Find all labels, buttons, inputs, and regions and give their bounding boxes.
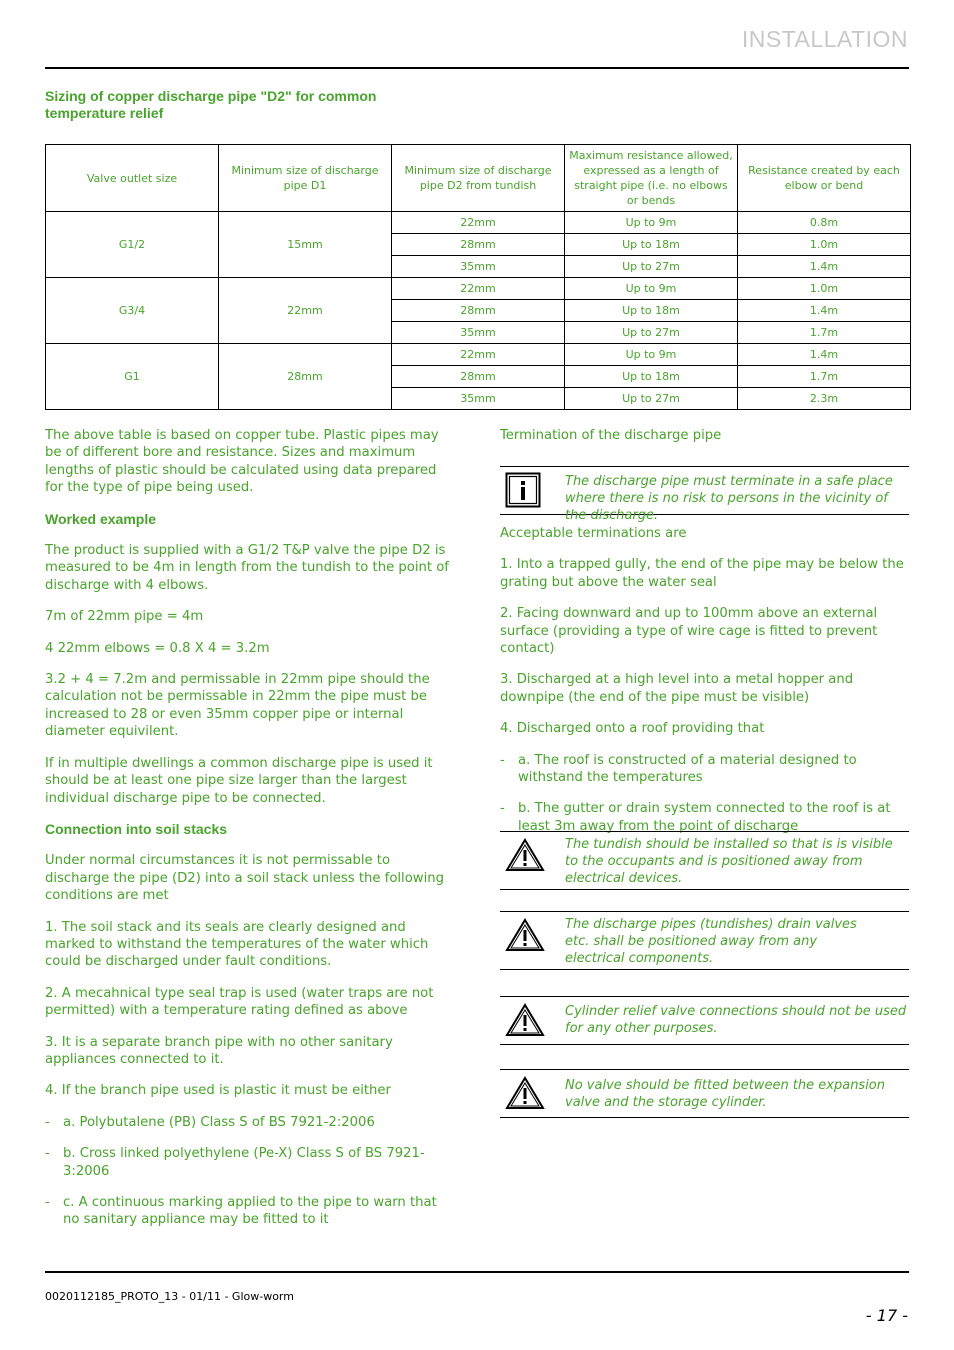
condition-item: 3. It is a separate branch pipe with no other sanitary appliances connected to it.	[45, 1034, 393, 1067]
dash-bullet: -	[45, 1146, 50, 1162]
info-notice-text: The discharge pipe must terminate in a safe place where there is no risk to persons in the vicinity of the discharge.	[565, 474, 893, 523]
table-row	[46, 212, 911, 234]
max-resistance-cell: Up to 18m	[565, 234, 738, 256]
warning-notice-text: The tundish should be installed so that is is visible to the occupants and is positioned away from electrical devices.	[565, 837, 893, 886]
table-header-cell: Minimum size of discharge pipe D2 from tundish	[392, 145, 565, 212]
soil-stacks-intro: Under normal circumstances it is not permissable to discharge the pipe (D2) into a soil stack unless the following conditions are met	[45, 853, 444, 904]
warning-notice	[500, 911, 909, 970]
table-row	[46, 278, 911, 300]
warning-notice	[500, 831, 909, 890]
valve-size-cell: G1	[46, 344, 219, 410]
d2-size-cell: 28mm	[392, 300, 565, 322]
discharge-pipe-table	[45, 144, 911, 410]
d2-size-cell: 35mm	[392, 322, 565, 344]
elbow-resistance-cell: 1.7m	[738, 366, 911, 388]
condition-item: 2. A mecahnical type seal trap is used (water traps are not permitted) with a temperature rating defined as above	[45, 985, 434, 1019]
table-row	[46, 344, 911, 366]
max-resistance-cell: Up to 18m	[565, 300, 738, 322]
info-notice	[500, 466, 909, 523]
condition-subitem-text: b. Cross linked polyethylene (Pe-X) Class S of BS 7921-3:2006	[63, 1146, 425, 1179]
termination-heading-wrap	[500, 427, 909, 444]
termination-subitem	[500, 752, 909, 787]
condition-item: 4. If the branch pipe used is plastic it must be either	[45, 1083, 391, 1099]
warning-icon	[505, 918, 545, 956]
dash-bullet: -	[45, 1114, 50, 1130]
document-code: 0020112185_PROTO_13 - 01/11 - Glow-worm	[45, 1290, 294, 1303]
termination-heading: Termination of the discharge pipe	[500, 428, 722, 443]
d2-size-cell: 35mm	[392, 388, 565, 410]
condition-subitem	[45, 1194, 455, 1229]
calculation-paragraph: 3.2 + 4 = 7.2m and permissable in 22mm pipe should the calculation not be permissable in 22mm the pipe must be increased to 28 or even 35mm copper pipe or internal diameter equivilent.	[45, 672, 430, 740]
warning-notice-text: Cylinder relief valve connections should not be used for any other purposes.	[565, 1004, 907, 1036]
terminations-intro: Acceptable terminations are	[500, 526, 687, 541]
dash-bullet: -	[45, 1195, 50, 1210]
d1-size-cell: 22mm	[219, 278, 392, 344]
elbow-resistance-cell: 1.4m	[738, 256, 911, 278]
max-resistance-cell: Up to 9m	[565, 278, 738, 300]
d2-size-cell: 28mm	[392, 366, 565, 388]
elbow-resistance-cell: 1.0m	[738, 234, 911, 256]
d1-size-cell: 15mm	[219, 212, 392, 278]
valve-size-cell: G1/2	[46, 212, 219, 278]
worked-example-heading: Worked example	[45, 510, 157, 527]
d2-size-cell: 28mm	[392, 234, 565, 256]
table-header-cell: Minimum size of discharge pipe D1	[219, 145, 392, 212]
dash-bullet: -	[500, 801, 505, 817]
condition-subitem	[45, 1145, 455, 1180]
valve-size-cell: G3/4	[46, 278, 219, 344]
elbow-resistance-cell: 1.4m	[738, 300, 911, 322]
termination-item: 1. Into a trapped gully, the end of the pipe may be below the grating but above the water seal	[500, 557, 904, 590]
condition-item: 1. The soil stack and its seals are clearly designed and marked to withstand the temperatures of the water which could be discharged under fault conditions.	[45, 919, 429, 970]
d2-size-cell: 35mm	[392, 256, 565, 278]
elbow-resistance-cell: 1.0m	[738, 278, 911, 300]
elbow-resistance-cell: 2.3m	[738, 388, 911, 410]
table-header-cell: Maximum resistance allowed, expressed as a length of straight pipe (i.e. no elbows or bends	[565, 145, 738, 212]
intro-paragraph: The above table is based on copper tube. Plastic pipes may be of different bore and resistance. Sizes and maximum lengths of plastic should be calculated using data prepared for the type of pipe being used.	[45, 428, 439, 496]
warning-notice	[500, 1069, 909, 1118]
warning-notice-text: The discharge pipes (tundishes) drain valves etc. shall be positioned away from any electrical components.	[565, 917, 857, 966]
warning-icon	[505, 1076, 545, 1114]
warning-icon	[505, 1003, 545, 1041]
max-resistance-cell: Up to 27m	[565, 256, 738, 278]
termination-item: 2. Facing downward and up to 100mm above an external surface (providing a type of wire cage is fitted to prevent contact)	[500, 606, 878, 657]
elbow-resistance-cell: 1.4m	[738, 344, 911, 366]
soil-stacks-heading: Connection into soil stacks	[45, 820, 228, 837]
table-header-row	[46, 145, 911, 212]
top-divider	[45, 67, 909, 69]
calculation-line: 7m of 22mm pipe = 4m	[45, 609, 204, 625]
multiple-dwellings-paragraph: If in multiple dwellings a common discharge pipe is used it should be at least one pipe size larger than the largest individual discharge pipe to be connected.	[45, 755, 433, 806]
d2-size-cell: 22mm	[392, 212, 565, 234]
max-resistance-cell: Up to 18m	[565, 366, 738, 388]
termination-subitem-text: a. The roof is constructed of a material designed to withstand the temperatures	[518, 752, 857, 786]
terminations-list	[500, 525, 909, 835]
info-icon	[505, 472, 541, 512]
worked-example-paragraph: The product is supplied with a G1/2 T&P valve the pipe D2 is measured to be 4m in length from the tundish to the point of discharge with 4 elbows.	[45, 543, 449, 593]
warning-icon	[505, 838, 545, 876]
condition-subitem	[45, 1114, 455, 1131]
warning-notice-text: No valve should be fitted between the expansion valve and the storage cylinder.	[565, 1078, 886, 1110]
max-resistance-cell: Up to 27m	[565, 388, 738, 410]
dash-bullet: -	[500, 752, 505, 768]
max-resistance-cell: Up to 9m	[565, 212, 738, 234]
section-title: Sizing of copper discharge pipe "D2" for common temperature relief	[45, 88, 377, 121]
condition-subitem-text: a. Polybutalene (PB) Class S of BS 7921-2:2006	[63, 1114, 375, 1130]
termination-item: 3. Discharged at a high level into a metal hopper and downpipe (the end of the pipe must be visible)	[500, 672, 854, 705]
termination-item: 4. Discharged onto a roof providing that	[500, 721, 765, 737]
bottom-divider	[45, 1271, 909, 1273]
elbow-resistance-cell: 1.7m	[738, 322, 911, 344]
max-resistance-cell: Up to 9m	[565, 344, 738, 366]
max-resistance-cell: Up to 27m	[565, 322, 738, 344]
termination-subitem-text: b. The gutter or drain system connected to the roof is at least 3m away from the point of discharge	[518, 801, 891, 834]
condition-subitem-text: c. A continuous marking applied to the pipe to warn that no sanitary appliance may be fitted to it	[63, 1195, 437, 1228]
d1-size-cell: 28mm	[219, 344, 392, 410]
left-column	[45, 427, 455, 1229]
elbow-resistance-cell: 0.8m	[738, 212, 911, 234]
page-header-title: INSTALLATION	[741, 26, 908, 52]
table-header-cell: Valve outlet size	[46, 145, 219, 212]
table-header-cell: Resistance created by each elbow or bend	[738, 145, 911, 212]
d2-size-cell: 22mm	[392, 278, 565, 300]
warning-notice	[500, 996, 909, 1045]
page-number: - 17 -	[865, 1306, 908, 1325]
d2-size-cell: 22mm	[392, 344, 565, 366]
calculation-line: 4 22mm elbows = 0.8 X 4 = 3.2m	[45, 640, 270, 656]
